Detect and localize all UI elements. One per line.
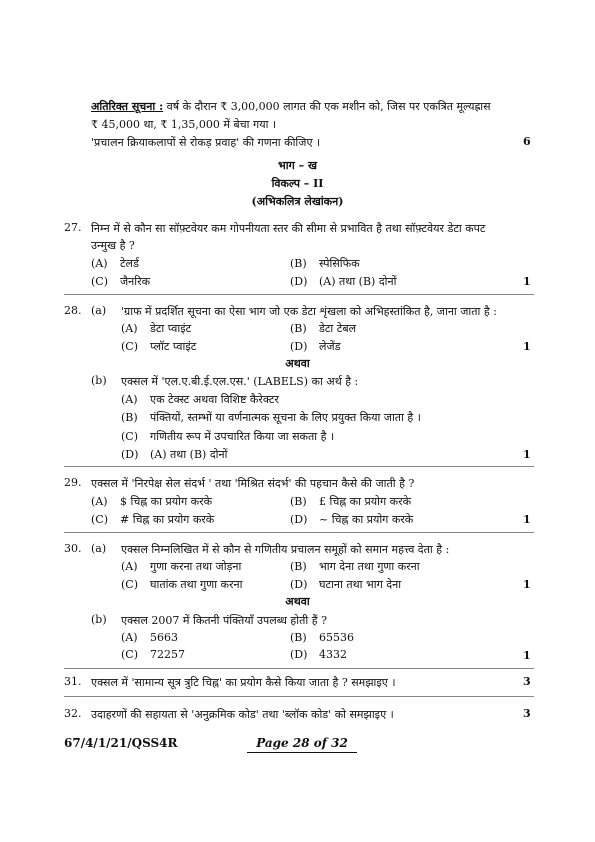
q28b-option-d: (D) (A) तथा (B) दोनों [121,448,228,461]
q28a-sub-label: (a) [91,304,107,317]
q28b-text: एक्सल में 'एल.ए.बी.ई.एल.एस.' (LABELS) का अर्थ है : [121,375,359,388]
q32-number: 32. [64,707,82,720]
q30b-option-a: (A) 5663 [121,631,178,644]
divider [64,466,534,467]
section-option: विकल्प – II [271,177,324,190]
or-label-q30: अथवा [285,595,310,608]
q29-text: एक्सल में 'निरपेक्ष सेल संदर्भ ' तथा 'मिश्रित संदर्भ' की पहचान कैसे की जाती है ? [91,477,415,490]
q30b-sub-label: (b) [91,613,107,626]
q30b-option-d: (D) 4332 [290,648,347,661]
q28b-sub-label: (b) [91,374,107,387]
extra-info-marks: 6 [523,135,531,148]
q28-number: 28. [64,304,82,317]
q30a-option-b: (B) भाग देना तथा गुणा करना [290,560,420,573]
q27-option-b: (B) स्पेसिफिक [290,257,360,270]
footer-page-number: Page 28 of 32 [247,736,357,753]
divider [64,668,534,669]
q28a-marks: 1 [523,340,531,353]
q27-text-line2: उन्मुख है ? [91,239,135,252]
q32-marks: 3 [523,707,531,720]
q28a-text: 'ग्राफ में प्रदर्शित सूचना का ऐसा भाग जो एक डेटा शृंखला को अभिहस्तांकित है, जाना जाता है : [121,305,497,318]
q27-option-a: (A) टेलर्ड [91,257,139,270]
q27-option-c: (C) जैनरिक [91,275,151,288]
q28a-option-d: (D) लेजेंड [290,340,341,353]
extra-info-text1: वर्ष के दौरान ₹ 3,00,000 लागत की एक मशीन को, जिस पर एकत्रित मूल्यह्रास [166,100,491,113]
q30a-marks: 1 [523,578,531,591]
q30-number: 30. [64,542,82,555]
q30a-option-a: (A) गुणा करना तथा जोड़ना [121,560,242,573]
extra-info-line2: ₹ 45,000 था, ₹ 1,35,000 में बेचा गया । [91,118,277,131]
q29-option-c: (C) # चिह्न का प्रयोग करके [91,513,215,526]
q30b-text: एक्सल 2007 में कितनी पंक्तियाँ उपलब्ध होती हैं ? [121,614,327,627]
q30b-marks: 1 [523,649,531,662]
q28b-marks: 1 [523,448,531,461]
q27-marks: 1 [523,275,531,288]
q28a-option-c: (C) प्लॉट प्वाइंट [121,340,197,353]
q29-number: 29. [64,476,82,489]
q27-option-d: (D) (A) तथा (B) दोनों [290,275,397,288]
q29-marks: 1 [523,513,531,526]
q28a-option-a: (A) डेटा प्वाइंट [121,322,192,335]
q31-marks: 3 [523,675,531,688]
q28b-option-b: (B) पंक्तियों, स्तम्भों या वर्णनात्मक सूचना के लिए प्रयुक्त किया जाता है । [121,411,421,424]
extra-info-line1 [91,99,491,114]
q27-text-line1: निम्न में से कौन सा सॉफ़्टवेयर कम गोपनीयता स्तर की सीमा से प्रभावित है तथा सॉफ़्टवेयर डेटा कपट [91,222,486,235]
q29-option-a: (A) $ चिह्न का प्रयोग करके [91,495,213,508]
q31-text: एक्सल में 'सामान्य सूत्र त्रुटि चिह्न' का प्रयोग कैसे किया जाता है ? समझाइए । [91,676,396,689]
q30b-option-c: (C) 72257 [121,648,185,661]
q30a-option-d: (D) घटाना तथा भाग देना [290,578,402,591]
extra-info-label: अतिरिक्त सूचना : [91,100,164,113]
divider [64,696,534,697]
q32-text: उदाहरणों की सहायता से 'अनुक्रमिक कोड' तथा 'ब्लॉक कोड' को समझाइए । [91,708,394,721]
divider [64,532,534,533]
q29-option-b: (B) £ चिह्न का प्रयोग करके [290,495,412,508]
q28b-option-a: (A) एक टेक्स्ट अथवा विशिष्ट कैरेक्टर [121,393,279,406]
q29-option-d: (D) ~ चिह्न का प्रयोग करके [290,513,414,526]
footer-code: 67/4/1/21/QSS4R [64,736,178,750]
q31-number: 31. [64,675,82,688]
q30a-text: एक्सल निम्नलिखित में से कौन से गणितीय प्रचालन समूहों को समान महत्त्व देता है : [121,543,450,556]
q30a-option-c: (C) घातांक तथा गुणा करना [121,578,243,591]
q28a-option-b: (B) डेटा टेबल [290,322,357,335]
q28b-option-c: (C) गणितीय रूप में उपचारित किया जा सकता है । [121,430,335,443]
q30a-sub-label: (a) [91,542,107,555]
divider [64,294,534,295]
section-title: (अभिकलित्र लेखांकन) [251,195,344,208]
section-part: भाग – ख [278,159,317,172]
extra-info-line3: 'प्रचालन क्रियाकलापों से रोकड़ प्रवाह' की गणना कीजिए । [91,136,321,149]
q30b-option-b: (B) 65536 [290,631,354,644]
or-label-q28: अथवा [285,357,310,370]
q27-number: 27. [64,221,82,234]
